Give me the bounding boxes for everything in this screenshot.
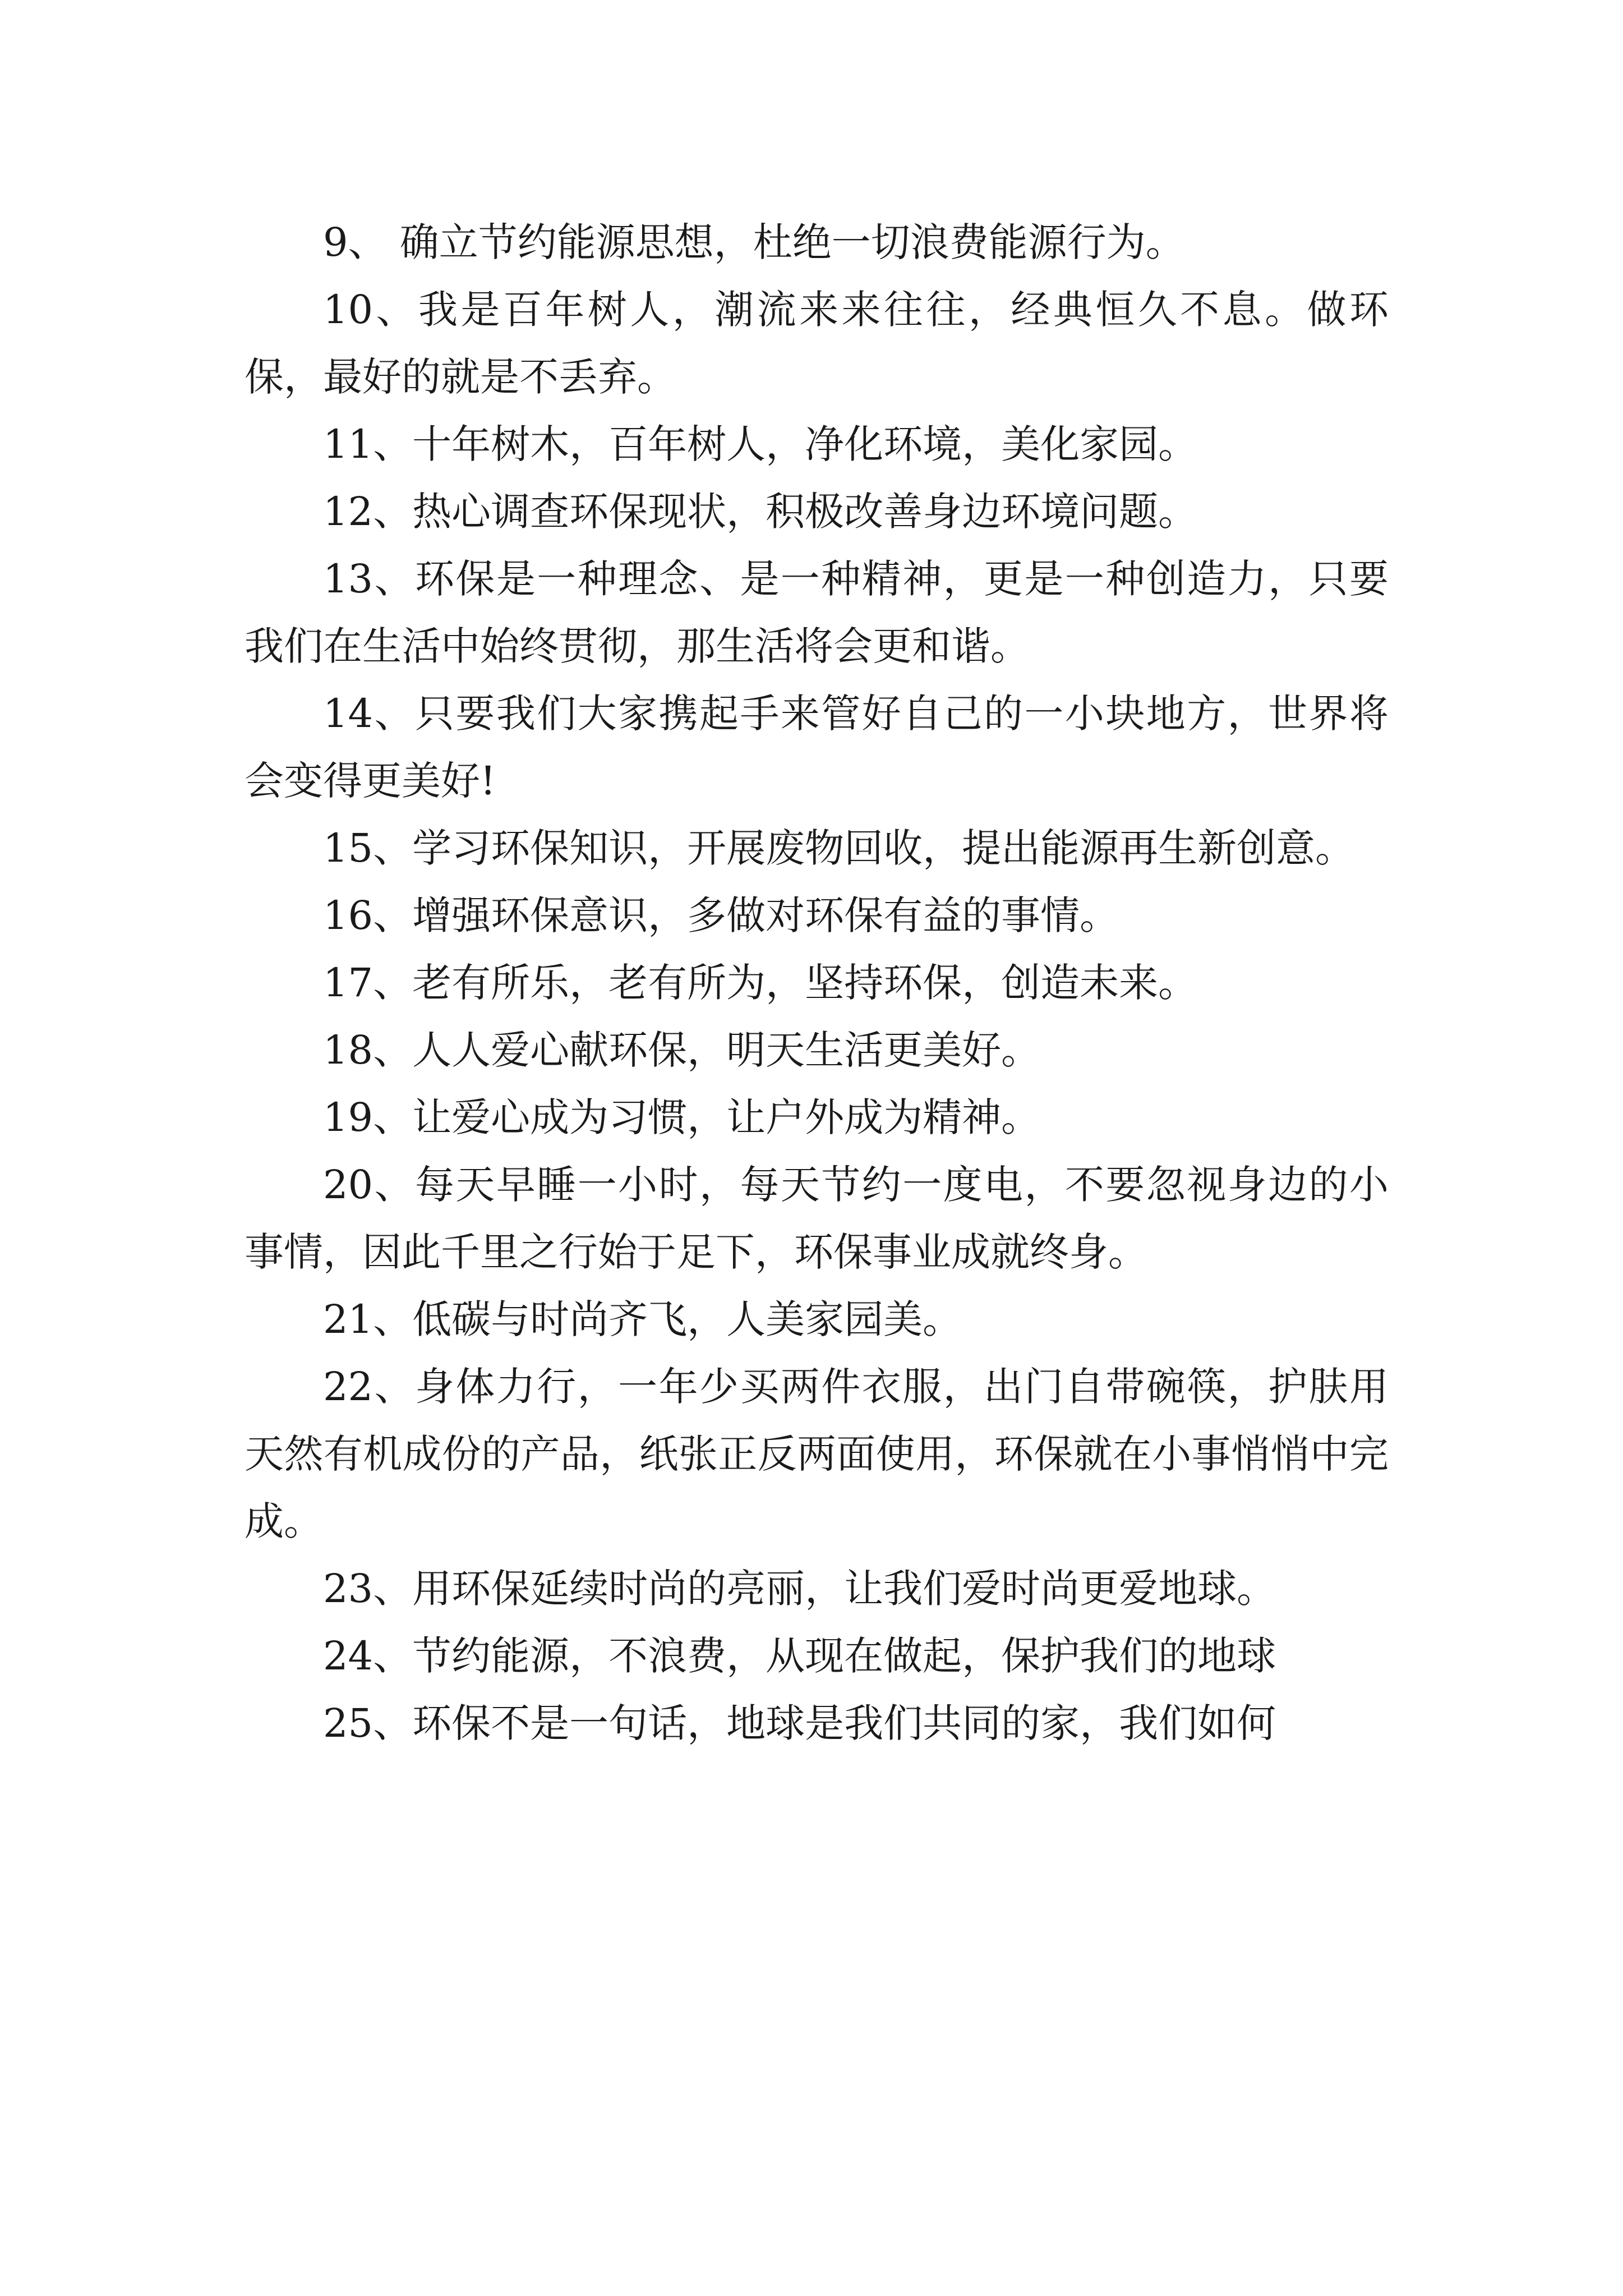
list-item: 17、老有所乐，老有所为，坚持环保，创造未来。: [323, 960, 1198, 1006]
list-item: 16、增强环保意识，多做对环保有益的事情。: [323, 892, 1119, 938]
list-item: 9、 确立节约能源思想，杜绝一切浪费能源行为。: [323, 219, 1185, 265]
list-item: 22、身体力行，一年少买两件衣服，出门自带碗筷，护肤用天然有机成份的产品，纸张正反两面使用，环保就在小事悄悄中完成。: [245, 1364, 1389, 1544]
list-item: 13、环保是一种理念、是一种精神，更是一种创造力，只要我们在生活中始终贯彻，那生活将会更和谐。: [245, 556, 1389, 669]
list-item: 21、低碳与时尚齐飞，人美家园美。: [323, 1296, 962, 1342]
list-item: 23、用环保延续时尚的亮丽，让我们爱时尚更爱地球。: [323, 1566, 1276, 1612]
list-item: 12、热心调查环保现状，积极改善身边环境问题。: [323, 489, 1198, 535]
list-item: 25、环保不是一句话，地球是我们共同的家，我们如何: [323, 1700, 1276, 1746]
list-item: 19、让爱心成为习惯，让户外成为精神。: [323, 1094, 1041, 1140]
list-item: 10、我是百年树人，潮流来来往往，经典恒久不息。做环保，最好的就是不丢弃。: [245, 287, 1389, 400]
list-item: 20、每天早睡一小时，每天节约一度电，不要忽视身边的小事情，因此千里之行始于足下，环保事业成就终身。: [245, 1162, 1389, 1275]
list-item: 15、学习环保知识，开展废物回收，提出能源再生新创意。: [323, 825, 1355, 871]
list-item: 11、十年树木，百年树人，净化环境，美化家园。: [323, 421, 1198, 467]
list-item: 14、只要我们大家携起手来管好自己的一小块地方，世界将会变得更美好!: [245, 691, 1389, 804]
slogan-list: [245, 209, 1389, 1757]
list-item: 18、人人爱心献环保，明天生活更美好。: [323, 1027, 1041, 1073]
list-item: 24、节约能源，不浪费，从现在做起，保护我们的地球: [323, 1633, 1276, 1679]
